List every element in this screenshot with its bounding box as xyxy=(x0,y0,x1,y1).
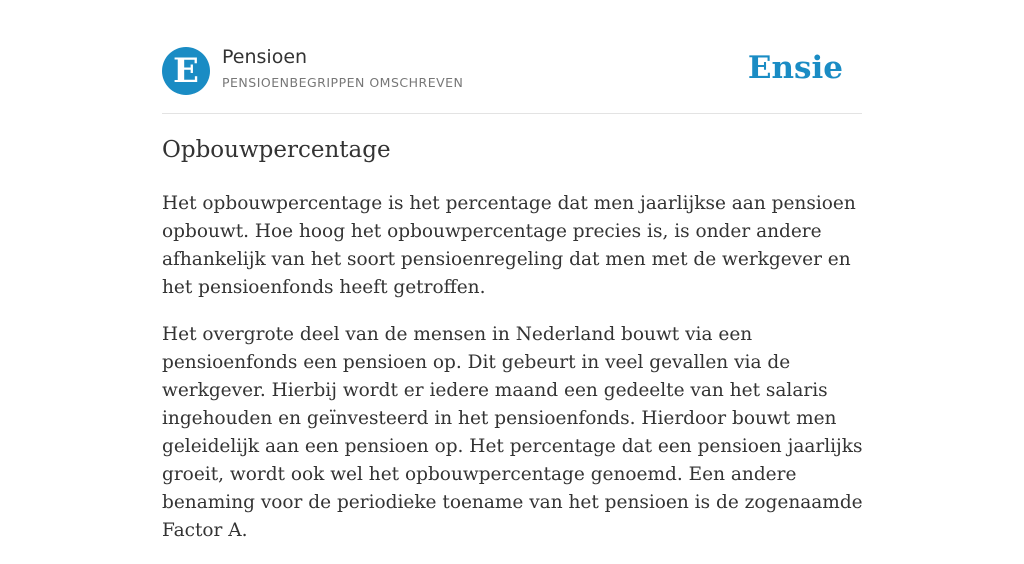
article-paragraph: Het overgrote deel van de mensen in Nederland bouwt via een pensioenfonds een pensioen op. Dit gebeurt in veel gevallen via de werkgever. Hierbij wordt er iedere maand een gedeelte van het salaris ingehouden en geïnvesteerd in het pensioenfonds. Hierdoor bouwt men geleidelijk aan een pensioen op. Het percentage dat een pensioen jaarlijks groeit, wordt ook wel het opbouwpercentage genoemd. Een andere benaming voor de periodieke toename van het pensioen is de zogenaamde Factor A. xyxy=(162,324,863,541)
site-header xyxy=(162,0,862,114)
article-body xyxy=(162,190,872,564)
brand-logo-link[interactable]: Ensie xyxy=(747,50,843,86)
site-name-link[interactable]: Pensioen xyxy=(222,46,308,68)
page-title: Opbouwpercentage xyxy=(162,137,391,163)
site-logo[interactable]: E xyxy=(162,47,210,95)
article-paragraph: Het opbouwpercentage is het percentage dat men jaarlijkse aan pensioen opbouwt. Hoe hoog het opbouwpercentage precies is, is onder andere afhankelijk van het soort pensioenregeling dat men met de werkgever en het pensioenfonds heeft getroffen. xyxy=(162,193,856,298)
site-subtitle: PENSIOENBEGRIPPEN OMSCHREVEN xyxy=(222,75,464,90)
content-container xyxy=(162,0,863,541)
